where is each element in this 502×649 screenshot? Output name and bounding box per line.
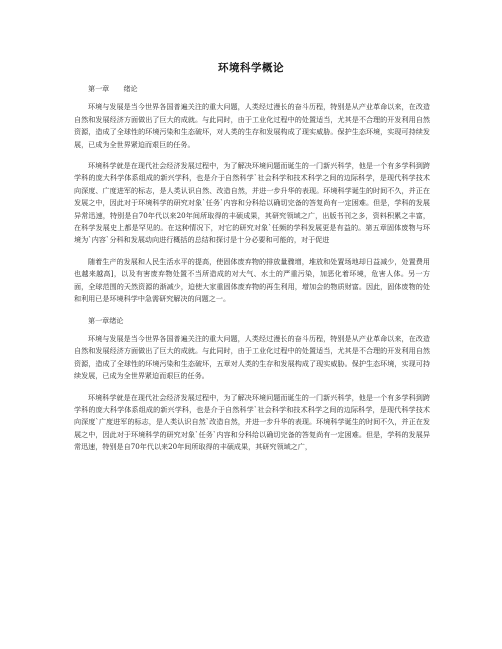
paragraph: 环境与发展是当今世界各国普遍关注的重大问题，人类经过漫长的奋斗历程，特别是从产业革命以来，在改造自然和发展经济方面做出了巨大的成就。与此同时，由于工业化过程中的处置适当，尤其是不合理的开发利用自然资源，造成了全球性的环境污染和生态破坏，对人类的生存和发展构成了现实威胁。保护生态环境，实现可持续发展，已成为全世界紧迫而艰巨的任务。 (74, 102, 430, 149)
paragraph: 环境科学就是在现代社会经济发展过程中，为了解决环境问题而诞生的一门新兴科学，他是一个有多学科到跨学科的庞大科学体系组成的新兴学科，也是介于自然科学`社会科学和技术科学之间的边际科学，是现代科学技术向深度、广度进军的标志，是人类认识自然、改造自然，并进一步升华的表现。环境科学诞生的时间不久，并正在发展之中，因此对于环境科学的研究对象`任务`内容和分科给以确切完备的答复尚有一定困难。但是，学科的发展异常迅速，特别是自70年代以来20年间所取得的丰硕成果，其研究领域之广，出版书刊之多，资料积累之丰富，在科学发展史上都是罕见的。在这种情况下，对它的研究对象`任频的学科发展更是有益的。第五章固体废物与环境为`内容`分科和发展动向进行概括的总结和探讨是十分必要和可能的，对于促进 (74, 161, 430, 245)
document-title: 环境科学概论 (218, 62, 284, 74)
paragraph: 环境与发展是当今世界各国普遍关注的重大问题，人类经过漫长的奋斗历程，特别是从产业革命以来，在改造自然和发展经济方面做出了巨大的成就。与此同时，由于工业化过程中的处置适当，尤其是不合理的开发利用自然资源，造成了全球性的环境污染和生态破坏，五章对人类的生存和发展构成了现实威胁。保护生态环境，实现可持续发展，已成为全世界紧迫而艰巨的任务。 (74, 333, 430, 381)
paragraph: 环境科学就是在现代社会经济发展过程中，为了解决环境问题而诞生的一门新兴科学，他是一个有多学科到跨学科的庞大科学体系组成的新兴学科，也是介于自然科学`社会科学和技术科学之间的边际科学，是现代科学技术向深度`广度进军的标志，是人类认识自然`改造自然，并进一步升华的表现。环境科学诞生的时间不久，并正在发展之中，因此对于环境科学的研究对象`任务`内容和分科给以确切完备的答复尚有一定困难。但是，学科的发展异常迅速，特别是自70年代以来20年间所取得的丰硕成果，其研究领域之广， (74, 392, 430, 452)
chapter-heading: 第一章 绪论 (88, 84, 138, 93)
document-body (74, 83, 430, 454)
paragraph: 随着生产的发展和人民生活水平的提高，使固体废弃物的排放量骤增，堆放和处置场地却日益减少，处置费用也越来越高]，以及有害废弃物处置不当所造成的对大气、水土的严重污染，加恶化着环境，危害人体。另一方面，全球范围的天然资源的渐减少，迫使大家重固体废弃物的再生利用，增加会的物质财富。因此，固体废物的处和利用已是环境科学中急需研究解决的问题之一。 (74, 256, 430, 304)
chapter-heading: 第一章绪论 (88, 315, 124, 325)
